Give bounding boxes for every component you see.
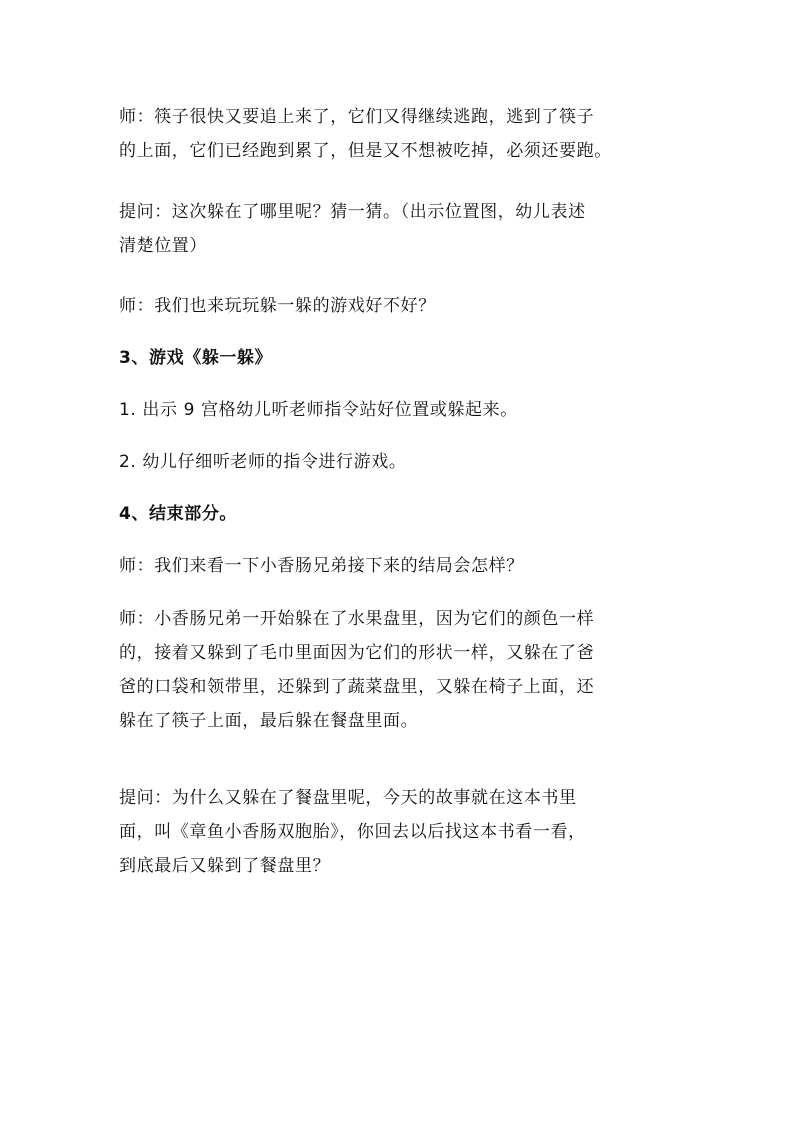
heading-text: 3、游戏《躲一躲》 (119, 348, 273, 368)
paragraph-question-hiding-place (119, 195, 586, 263)
text-line: 师：小香肠兄弟一开始躲在了水果盘里，因为它们的颜色一样 (119, 609, 595, 629)
text-line: 的上面，它们已经跑到累了，但是又不想被吃掉，必须还要跑。 (119, 141, 612, 161)
text-line: 师：我们来看一下小香肠兄弟接下来的结局会怎样？ (119, 556, 524, 576)
text-line: 提问：这次躲在了哪里呢？猜一猜。（出示位置图，幼儿表述 (119, 202, 586, 222)
text-line: 1. 出示 9 宫格幼儿听老师指令站好位置或躲起来。 (119, 400, 518, 420)
list-item-grid-instruction (119, 393, 518, 427)
text-line: 师：筷子很快又要追上来了，它们又得继续逃跑，逃到了筷子 (119, 107, 595, 127)
text-line: 到底最后又躲到了餐盘里？ (119, 856, 331, 876)
paragraph-story-recap (119, 602, 594, 738)
text-line: 爸的口袋和领带里，还躲到了蔬菜盘里，又躲在椅子上面，还 (119, 677, 595, 697)
text-line: 躲在了筷子上面，最后躲在餐盘里面。 (119, 711, 419, 731)
list-item-play-game (119, 445, 406, 479)
heading-text: 4、结束部分。 (119, 504, 238, 524)
paragraph-chase-continues (119, 100, 612, 168)
text-line: 面，叫《章鱼小香肠双胞胎》，你回去以后找这本书看一看， (119, 822, 586, 842)
text-line: 清楚位置） (119, 236, 207, 256)
paragraph-lets-play (119, 289, 436, 323)
text-line: 师：我们也来玩玩躲一躲的游戏好不好？ (119, 296, 436, 316)
paragraph-final-question (119, 781, 586, 883)
text-line: 提问：为什么又躲在了餐盘里呢，今天的故事就在这本书里 (119, 788, 577, 808)
section-heading-game (119, 341, 272, 375)
paragraph-ending-question (119, 549, 524, 583)
text-line: 2. 幼儿仔细听老师的指令进行游戏。 (119, 452, 407, 472)
section-heading-ending (119, 497, 237, 531)
text-line: 的，接着又躲到了毛巾里面因为它们的形状一样，又躲在了爸 (119, 643, 595, 663)
